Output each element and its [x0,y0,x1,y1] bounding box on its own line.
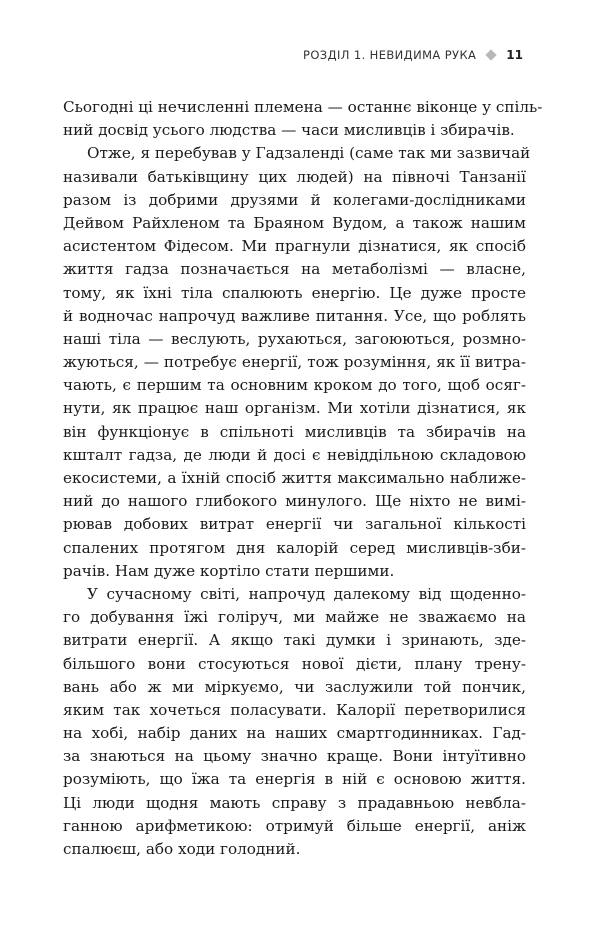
text-line: чають, є першим та основним кроком до того, щоб осяг- [63,376,526,395]
text-line: нути, як працює наш організм. Ми хотіли дізнатися, як [63,399,526,418]
text-line: рачів. Нам дуже кортіло стати першими. [63,561,395,580]
text-line: екосистеми, а їхній спосіб життя максимально наближе- [63,469,526,487]
text-line: ний до нашого глибокого минулого. Ще ніхто не вимі- [63,492,526,511]
diamond-ornament-icon [486,49,497,60]
page-number: 11 [506,48,523,62]
running-header [303,48,523,62]
text-line: разом із добрими друзями й колегами-дослідниками [63,190,526,209]
text-line: Дейвом Райхленом та Браяном Вудом, а також нашим [63,213,526,232]
paragraph [63,142,531,583]
paragraph [63,96,543,142]
text-line: за знаються на цьому значно краще. Вони інтуїтивно [63,747,526,766]
text-line: спалених протягом дня калорій серед мисливців-зби- [63,538,526,557]
text-line: рював добових витрат енергії чи загальної кількості [63,515,526,534]
text-line: називали батьківщину цих людей) на півночі Танзанії [63,167,526,186]
text-line: Ці люди щодня мають справу з прадавньою невбла- [63,793,526,812]
text-line: У сучасному світі, напрочуд далекому від щоденно- [87,584,526,603]
body-text [63,96,543,861]
text-line: витрати енергії. А якщо такі думки і зринають, зде- [63,631,526,650]
text-line: розуміють, що їжа та енергія в ній є основою життя. [63,770,526,789]
text-line: кшталт гадза, де люди й досі є невіддільною складовою [63,445,526,464]
text-line: життя гадза позначається на метаболізмі — власне, [63,260,526,279]
text-line: ганною арифметикою: отримуй більше енергії, аніж [63,816,526,835]
paragraph [63,583,526,861]
text-line: жуються, — потребує енергії, тож розуміння, як її витра- [63,353,526,372]
text-line: спалюєш, або ходи голодний. [63,840,301,858]
text-line: асистентом Фідесом. Ми прагнули дізнатися, як спосіб [63,237,526,256]
text-line: тому, як їхні тіла спалюють енергію. Це дуже просте [63,283,526,302]
text-line: ний досвід усього людства — часи мисливців і збирачів. [63,121,515,140]
text-line: вань або ж ми міркуємо, чи заслужили той пончик, [63,677,526,696]
text-line: Отже, я перебував у Гадзаленді (саме так ми зазвичай [87,144,531,163]
chapter-title: РОЗДІЛ 1. НЕВИДИМА РУКА [303,48,477,62]
text-line: й водночас напрочуд важливе питання. Усе, що роблять [63,306,526,325]
text-line: наші тіла — веслують, рухаються, загоюються, розмно- [63,329,526,348]
text-line: більшого вони стосуються нової дієти, плану трену- [63,654,526,673]
text-line: він функціонує в спільноті мисливців та збирачів на [63,422,526,441]
text-line: Сьогодні ці нечисленні племена — останнє віконце у спіль- [63,98,543,116]
text-line: на хобі, набір даних на наших смартгодинниках. Гад- [63,724,526,743]
text-line: яким так хочеться поласувати. Калорії перетворилися [63,700,526,719]
text-line: го добування їжі голіруч, ми майже не зважаємо на [63,608,526,627]
